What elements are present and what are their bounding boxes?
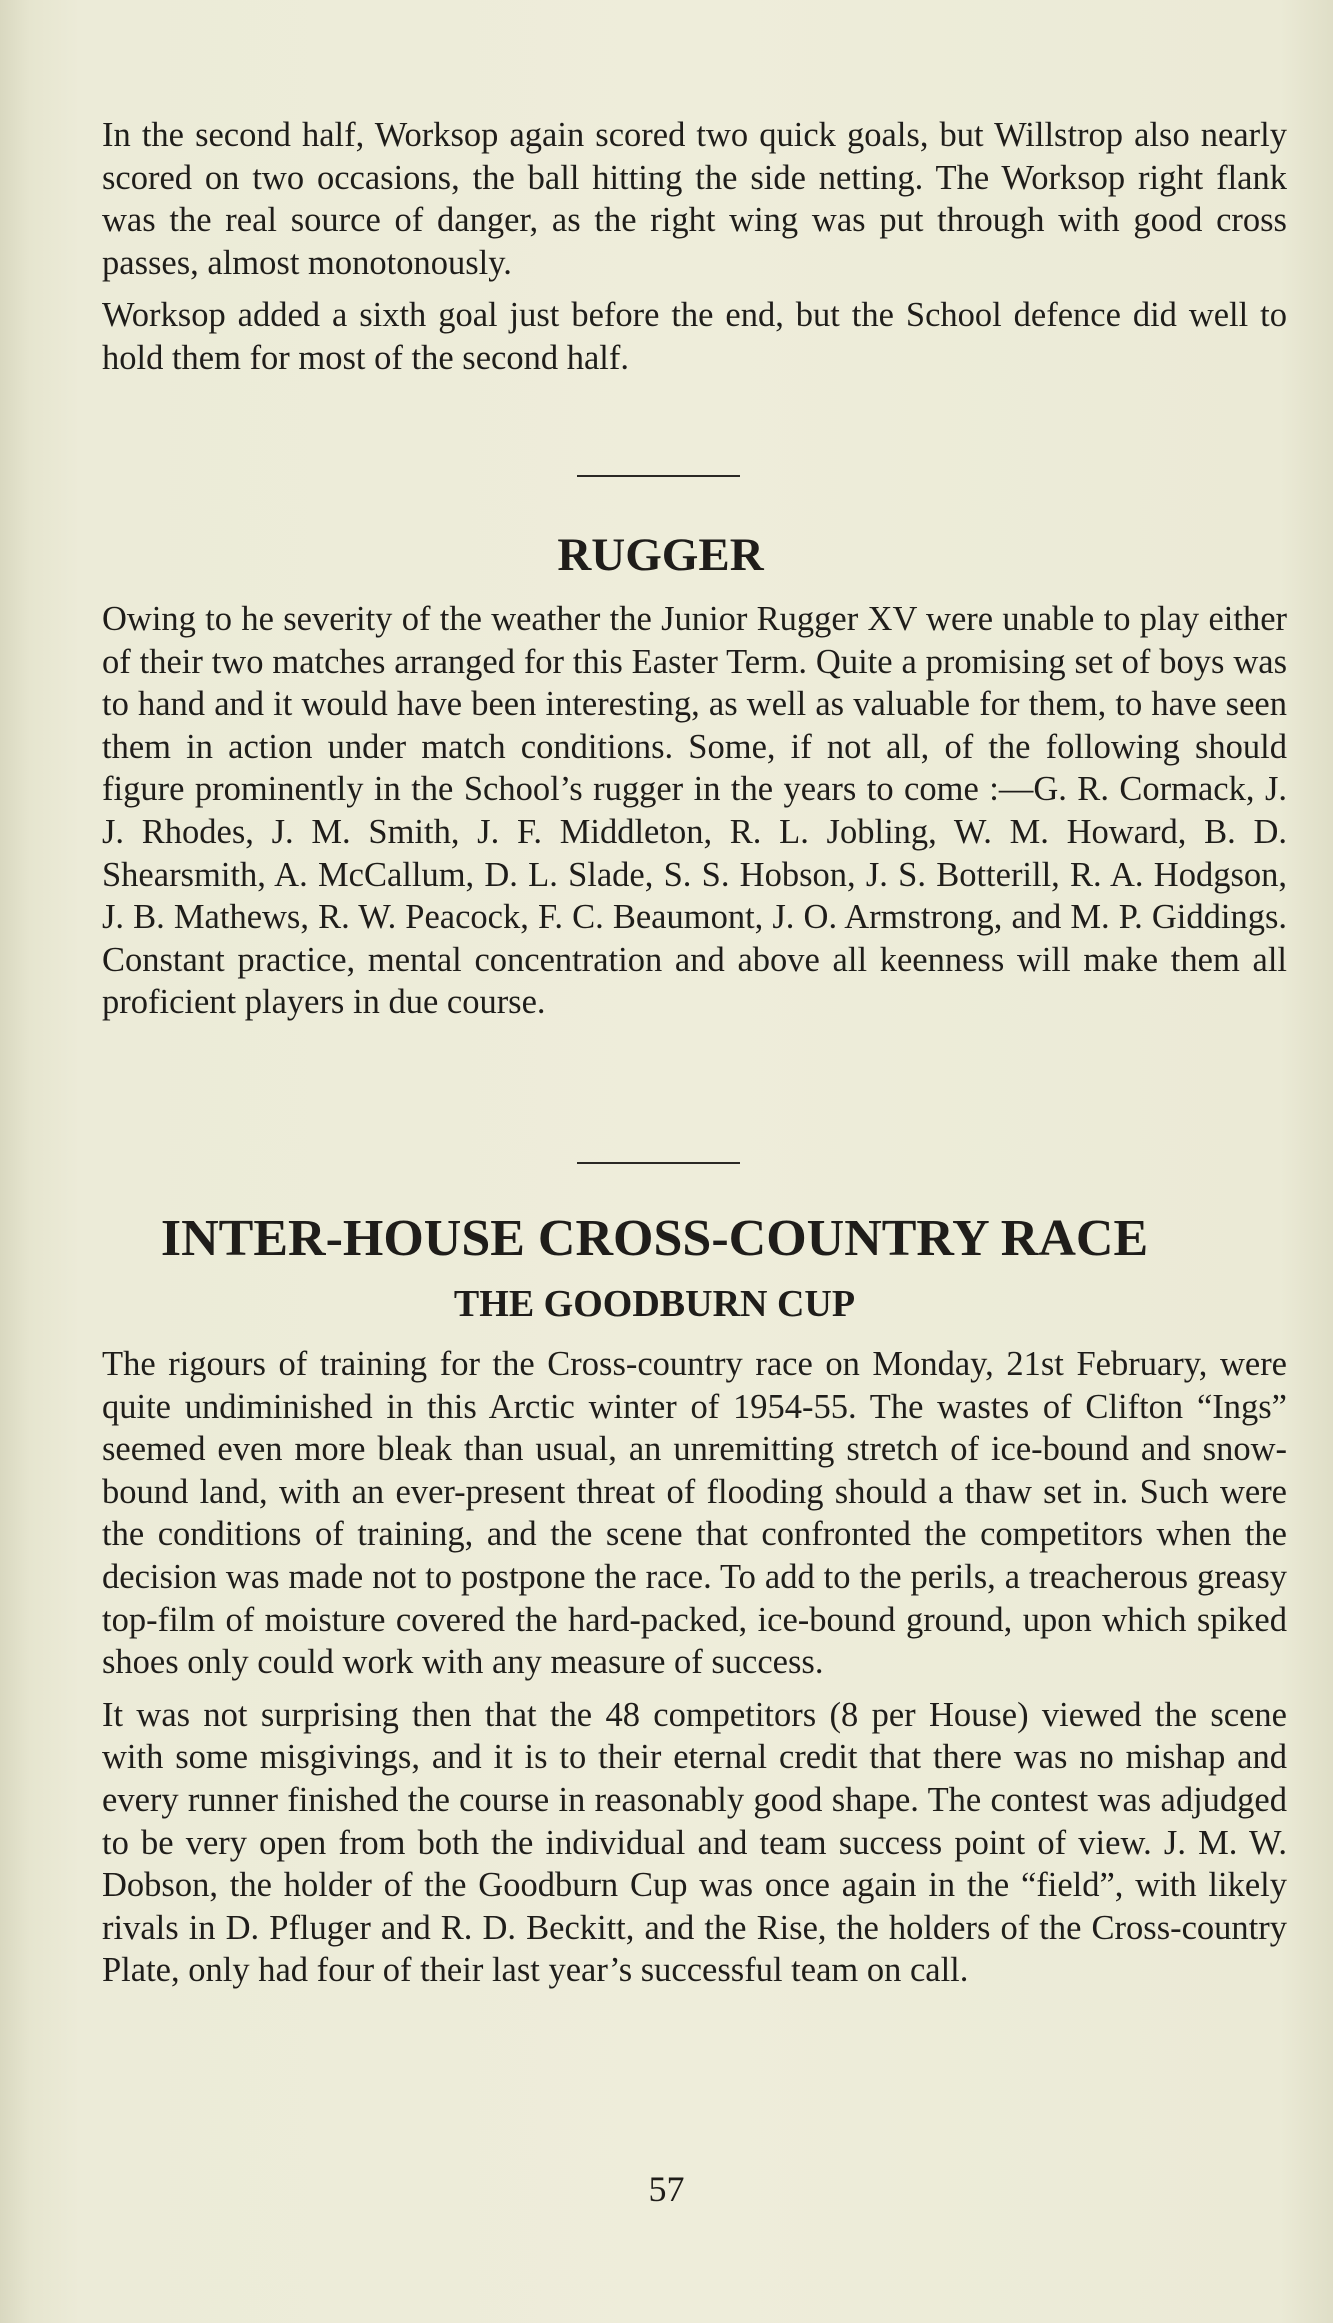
cross-country-paragraph-2: It was not surprising then that the 48 competitors (8 per House) viewed the scene with some misgivings, and it is to their eternal credit that there was no mishap and every runner finished the course in reasonably good shape. The contest was adjudged to be very open from both the individual and team success point of view. J. M. W. Dobson, the holder of the Goodburn Cup was once again in the “field”, with likely rivals in D. Pfluger and R. D. Beckitt, and the Rise, the holders of the Cross-country Plate, only had four of their last year’s successful team on call. xyxy=(102,1695,1287,1990)
section-divider-1 xyxy=(577,475,740,477)
section-divider-2 xyxy=(577,1162,740,1164)
football-section xyxy=(102,114,1287,380)
football-paragraph-2: Worksop added a sixth goal just before the end, but the School defence did well to hold them for most of the second half. xyxy=(102,296,1287,377)
rugger-heading: RUGGER xyxy=(557,529,764,581)
cross-country-subheading: THE GOODBURN CUP xyxy=(453,1283,856,1325)
cross-country-heading: INTER-HOUSE CROSS-COUNTRY RACE xyxy=(160,1210,1149,1267)
football-paragraph-1: In the second half, Worksop again scored two quick goals, but Willstrop also nearly scored on two occasions, the ball hitting the side netting. The Worksop right flank was the real source of danger, as the right wing was put through with good cross passes, almost monotonously. xyxy=(102,116,1287,282)
rugger-section xyxy=(102,598,1287,1024)
rugger-paragraph: Owing to he severity of the weather the Junior Rugger XV were unable to play either of their two matches arranged for this Easter Term. Quite a promising set of boys was to hand and it would have been interesting, as well as valuable for them, to have seen them in action under match conditions. Some, if not all, of the following should figure prominently in the School’s rugger in the years to come :—G. R. Cormack, J. J. Rhodes, J. M. Smith, J. F. Middleton, R. L. Jobling, W. M. Howard, B. D. Shearsmith, A. McCallum, D. L. Slade, S. S. Hobson, J. S. Botterill, R. A. Hodgson, J. B. Mathews, R. W. Peacock, F. C. Beaumont, J. O. Armstrong, and M. P. Giddings. Constant practice, mental concentration and above all keenness will make them all proficient players in due course. xyxy=(102,600,1287,1022)
page-number: 57 xyxy=(648,2169,685,2209)
cross-country-section xyxy=(102,1343,1287,1992)
cross-country-paragraph-1: The rigours of training for the Cross-country race on Monday, 21st February, were quite undiminished in this Arctic winter of 1954-55. The wastes of Clifton “Ings” seemed even more bleak than usual, an unremitting stretch of ice-bound and snow-bound land, with an ever-present threat of flooding should a thaw set in. Such were the conditions of training, and the scene that confronted the competitors when the decision was made not to postpone the race. To add to the perils, a treacherous greasy top-film of moisture covered the hard-packed, ice-bound ground, upon which spiked shoes only could work with any measure of success. xyxy=(102,1345,1287,1682)
